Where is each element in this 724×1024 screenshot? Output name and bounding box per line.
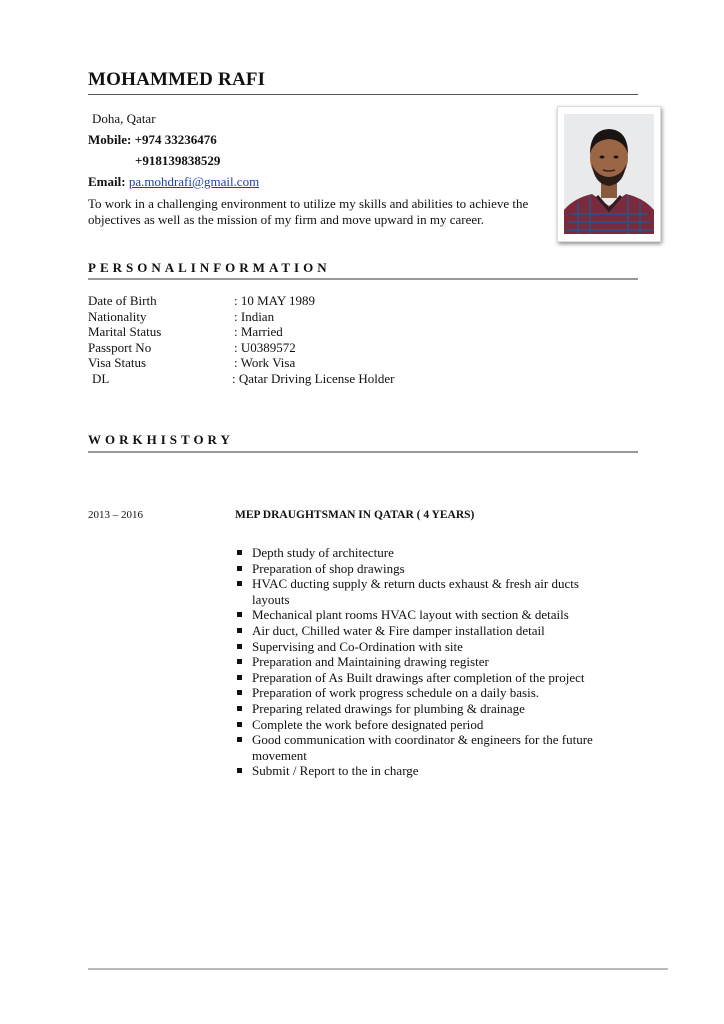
work-history-divider xyxy=(88,451,638,453)
info-value: : Indian xyxy=(234,308,275,324)
info-label: Marital Status xyxy=(88,324,162,340)
list-item: HVAC ducting supply & return ducts exhaust & fresh air ducts layouts xyxy=(236,576,616,607)
mobile-secondary: +918139838529 xyxy=(135,153,221,168)
mobile-line xyxy=(88,129,259,150)
list-item: Air duct, Chilled water & Fire damper installation detail xyxy=(236,623,616,639)
info-row-nationality xyxy=(88,309,394,325)
list-item: Depth study of architecture xyxy=(236,545,616,561)
info-value: : Work Visa xyxy=(234,355,296,371)
personal-info-divider xyxy=(88,278,638,280)
info-row-passport xyxy=(88,340,394,356)
list-item: Preparing related drawings for plumbing & drainage xyxy=(236,701,616,717)
profile-photo-image xyxy=(564,114,654,234)
personal-info-heading: PERSONALINFORMATION xyxy=(88,260,331,275)
mobile-primary: +974 33236476 xyxy=(134,132,217,147)
info-value: : Married xyxy=(234,324,283,340)
info-label: Visa Status xyxy=(88,355,147,371)
header-divider xyxy=(88,94,638,95)
work-history-heading: WORKHISTORY xyxy=(88,432,234,447)
info-row-marital-status xyxy=(88,324,394,340)
info-value: : Qatar Driving License Holder xyxy=(232,370,395,386)
footer-divider xyxy=(88,968,668,970)
job-title: MEP DRAUGHTSMAN IN QATAR ( 4 YEARS) xyxy=(235,509,475,521)
info-row-dob xyxy=(88,293,394,309)
list-item: Preparation of shop drawings xyxy=(236,561,616,577)
list-item: Preparation and Maintaining drawing register xyxy=(236,654,616,670)
duties-list xyxy=(236,545,616,779)
personal-info-table xyxy=(88,293,394,387)
list-item: Mechanical plant rooms HVAC layout with section & details xyxy=(236,607,616,623)
list-item: Complete the work before designated period xyxy=(236,717,616,733)
info-row-visa-status xyxy=(88,355,394,371)
list-item: Supervising and Co-Ordination with site xyxy=(236,639,616,655)
employment-period: 2013 – 2016 xyxy=(88,509,143,521)
list-item: Preparation of As Built drawings after completion of the project xyxy=(236,670,616,686)
career-objective: To work in a challenging environment to utilize my skills and abilities to achieve the objectives as well as the mission of my firm and move upward in my career. xyxy=(88,196,529,227)
list-item: Good communication with coordinator & engineers for the future movement xyxy=(236,732,616,763)
email-link[interactable]: pa.mohdrafi@gmail.com xyxy=(128,174,260,189)
info-label: DL xyxy=(92,370,110,386)
info-label: Passport No xyxy=(88,339,152,355)
info-label: Date of Birth xyxy=(88,293,157,308)
mobile-label: Mobile: xyxy=(88,132,132,147)
list-item: Preparation of work progress schedule on a daily basis. xyxy=(236,685,616,701)
location-text: Doha, Qatar xyxy=(92,111,156,126)
info-label: Nationality xyxy=(88,308,147,324)
candidate-name: MOHAMMED RAFI xyxy=(88,69,266,90)
email-line xyxy=(88,171,259,192)
info-value: : U0389572 xyxy=(234,339,296,355)
profile-photo xyxy=(557,106,661,242)
info-row-driving-license xyxy=(88,371,394,387)
email-label: Email: xyxy=(88,174,126,189)
contact-block xyxy=(88,108,259,192)
list-item: Submit / Report to the in charge xyxy=(236,763,616,779)
info-value: : 10 MAY 1989 xyxy=(234,293,316,308)
